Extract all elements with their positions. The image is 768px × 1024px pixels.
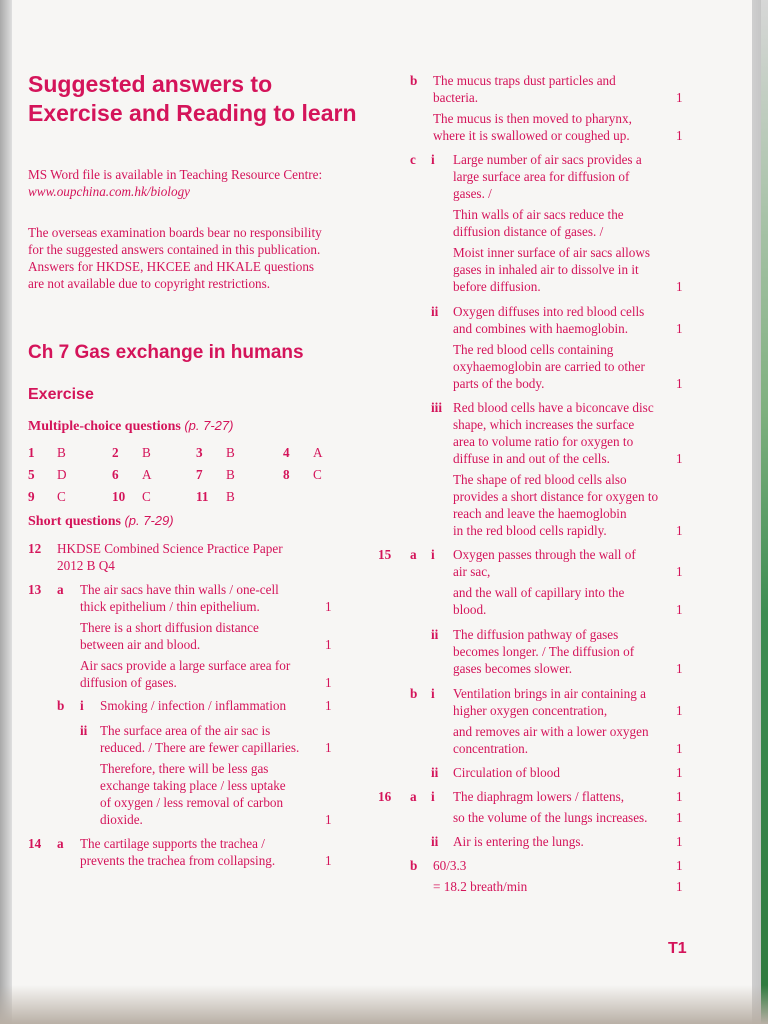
mcq-page-ref: (p. 7-27) [184, 418, 234, 433]
mcq-answer: B [226, 467, 235, 482]
page-number: T1 [668, 940, 687, 957]
q13bii-line: reduced. / There are fewer capillaries. [100, 740, 300, 755]
chapter-title: Ch 7 Gas exchange in humans [28, 342, 304, 363]
mcq-answer: B [142, 445, 151, 460]
bottom-shadow [0, 985, 768, 1024]
mcq-answer: C [142, 489, 151, 504]
q14ci-line: gases. / [453, 186, 492, 201]
subpart-label: ii [431, 834, 439, 849]
q13a-line: diffusion of gases. [80, 675, 177, 690]
q14ci-mark: 1 [676, 279, 683, 294]
disclaimer: The overseas examination boards bear no responsibility for the suggested answers contained in this publication. Answers for HKDSE, HKCEE and HKALE questions are not available due to copyright restrictions. [28, 225, 322, 291]
q13a-line: thick epithelium / thin epithelium. [80, 599, 260, 614]
q14cii-line: oxyhaemoglobin are carried to other [453, 359, 645, 374]
q13bii-line: Therefore, there will be less gas [100, 761, 269, 776]
q14a-mark: 1 [325, 853, 332, 868]
q14ciii-line: diffuse in and out of the cells. [453, 451, 610, 466]
q14cii-line: and combines with haemoglobin. [453, 321, 629, 336]
subpart-label: ii [431, 304, 439, 319]
mcq-answer: D [57, 467, 67, 482]
mcq-number: 5 [28, 467, 35, 482]
question-number: 16 [378, 789, 392, 804]
subpart-label: ii [80, 723, 88, 738]
mcq-answer: B [226, 489, 235, 504]
subpart-label: i [431, 152, 435, 167]
mcq-answer: A [142, 467, 152, 482]
question-number: 15 [378, 547, 392, 562]
q16ai-line: so the volume of the lungs increases. [453, 810, 648, 825]
part-label: a [410, 547, 417, 562]
mcq-number: 1 [28, 445, 35, 460]
q14ciii-mark: 1 [676, 523, 683, 538]
mcq-answer: B [57, 445, 66, 460]
q14ci-line: Large number of air sacs provides a [453, 152, 642, 167]
q13bii-line: of oxygen / less removal of carbon [100, 795, 284, 810]
q13a-line: There is a short diffusion distance [80, 620, 259, 635]
mcq-answer: C [313, 467, 322, 482]
mcq-answer: A [313, 445, 323, 460]
q14b-line: The mucus is then moved to pharynx, [433, 111, 632, 126]
q15bi-line: concentration. [453, 741, 529, 756]
q16ai-mark: 1 [676, 789, 683, 804]
q15ai-line: blood. [453, 602, 487, 617]
q14ci-line: before diffusion. [453, 279, 541, 294]
subpart-label: iii [431, 400, 442, 415]
q14a-line: prevents the trachea from collapsing. [80, 853, 276, 868]
q14b-mark: 1 [676, 90, 683, 105]
mcq-number: 11 [196, 489, 209, 504]
q16b-mark: 1 [676, 858, 683, 873]
q14ciii-mark: 1 [676, 451, 683, 466]
q15aii-line: gases becomes slower. [453, 661, 573, 676]
q15bi-line: higher oxygen concentration, [453, 703, 608, 718]
q14ciii-line: provides a short distance for oxygen to [453, 489, 659, 504]
q12-line: HKDSE Combined Science Practice Paper [57, 541, 283, 556]
q15bi-line: and removes air with a lower oxygen [453, 724, 649, 739]
q15ai-mark: 1 [676, 602, 683, 617]
subpart-label: ii [431, 765, 439, 780]
q15bii-mark: 1 [676, 765, 683, 780]
question-number: 14 [28, 836, 42, 851]
q15aii-mark: 1 [676, 661, 683, 676]
subpart-label: i [431, 547, 435, 562]
mcq-number: 10 [112, 489, 126, 504]
q12-line: 2012 B Q4 [57, 558, 115, 573]
q14cii-line: Oxygen diffuses into red blood cells [453, 304, 645, 319]
q13bii-line: The surface area of the air sac is [100, 723, 271, 738]
mcq-answer: C [57, 489, 66, 504]
q14ciii-line: in the red blood cells rapidly. [453, 523, 607, 538]
part-label: b [57, 698, 65, 713]
q14cii-line: parts of the body. [453, 376, 545, 391]
subpart-label: i [80, 698, 84, 713]
mcq-number: 7 [196, 467, 203, 482]
q14ci-line: diffusion distance of gases. / [453, 224, 604, 239]
sq-page-ref: (p. 7-29) [124, 513, 174, 528]
sq-heading-text: Short questions [28, 514, 121, 529]
subpart-label: ii [431, 627, 439, 642]
q14b-line: The mucus traps dust particles and [433, 73, 616, 88]
q16ai-mark: 1 [676, 810, 683, 825]
subpart-label: i [431, 789, 435, 804]
q14ci-line: Thin walls of air sacs reduce the [453, 207, 624, 222]
mcq-heading-text: Multiple-choice questions [28, 419, 181, 434]
q14ci-line: gases in inhaled air to dissolve in it [453, 262, 639, 277]
q13a-line: Air sacs provide a large surface area for [80, 658, 291, 673]
q13bii-line: exchange taking place / less uptake [100, 778, 286, 793]
cover-edge [761, 0, 768, 1024]
mcq-number: 2 [112, 445, 119, 460]
q15ai-line: Oxygen passes through the wall of [453, 547, 636, 562]
q13a-line: The air sacs have thin walls / one-cell [80, 582, 279, 597]
q14ciii-line: Red blood cells have a biconcave disc [453, 400, 654, 415]
q15ai-mark: 1 [676, 564, 683, 579]
q15bi-mark: 1 [676, 703, 683, 718]
q13bii-line: dioxide. [100, 812, 143, 827]
q13a-mark: 1 [325, 599, 332, 614]
q13bii-mark: 1 [325, 812, 332, 827]
short-questions-heading [28, 513, 174, 530]
mcq-number: 3 [196, 445, 203, 460]
part-label: c [410, 152, 416, 167]
mcq-number: 8 [283, 467, 290, 482]
part-label: b [410, 858, 418, 873]
q14ciii-line: area to volume ratio for oxygen to [453, 434, 634, 449]
q14a-line: The cartilage supports the trachea / [80, 836, 265, 851]
q16aii-mark: 1 [676, 834, 683, 849]
mcq-heading [28, 418, 233, 435]
part-label: b [410, 73, 418, 88]
q14b-mark: 1 [676, 128, 683, 143]
q13a-mark: 1 [325, 675, 332, 690]
q16aii-line: Air is entering the lungs. [453, 834, 584, 849]
q16b-mark: 1 [676, 879, 683, 894]
q15ai-line: air sac, [453, 564, 491, 579]
q16b-line: 60/3.3 [433, 858, 467, 873]
q13bii-mark: 1 [325, 740, 332, 755]
part-label: a [410, 789, 417, 804]
q13a-line: between air and blood. [80, 637, 201, 652]
q14ciii-line: shape, which increases the surface [453, 417, 635, 432]
q14ciii-line: The shape of red blood cells also [453, 472, 627, 487]
q16b-line: = 18.2 breath/min [433, 879, 528, 894]
ms-word-note [28, 166, 328, 200]
q13bi-line: Smoking / infection / inflammation [100, 698, 287, 713]
q15bii-line: Circulation of blood [453, 765, 560, 780]
page-title: Suggested answers to Exercise and Reading to learn [28, 71, 357, 126]
part-label: b [410, 686, 418, 701]
q15aii-line: becomes longer. / The diffusion of [453, 644, 635, 659]
q13bi-mark: 1 [325, 698, 332, 713]
question-number: 13 [28, 582, 42, 597]
subpart-label: i [431, 686, 435, 701]
mcq-number: 4 [283, 445, 290, 460]
q14cii-line: The red blood cells containing [453, 342, 614, 357]
q14cii-mark: 1 [676, 376, 683, 391]
q14cii-mark: 1 [676, 321, 683, 336]
resource-url: www.oupchina.com.hk/biology [28, 184, 191, 199]
q15aii-line: The diffusion pathway of gases [453, 627, 619, 642]
question-number: 12 [28, 541, 42, 556]
q15bi-mark: 1 [676, 741, 683, 756]
mcq-number: 9 [28, 489, 35, 504]
q16ai-line: The diaphragm lowers / flattens, [453, 789, 625, 804]
mcq-number: 6 [112, 467, 119, 482]
q14b-line: where it is swallowed or coughed up. [433, 128, 630, 143]
q14b-line: bacteria. [433, 90, 479, 105]
q13a-mark: 1 [325, 637, 332, 652]
q14ci-line: large surface area for diffusion of [453, 169, 630, 184]
part-label: a [57, 582, 64, 597]
q15bi-line: Ventilation brings in air containing a [453, 686, 647, 701]
q14ciii-line: reach and leave the haemoglobin [453, 506, 627, 521]
q14ci-line: Moist inner surface of air sacs allows [453, 245, 651, 260]
part-label: a [57, 836, 64, 851]
section-title: Exercise [28, 386, 94, 403]
mcq-answer: B [226, 445, 235, 460]
ms-word-note-text: MS Word file is available in Teaching Resource Centre: [28, 167, 323, 182]
q15ai-line: and the wall of capillary into the [453, 585, 625, 600]
